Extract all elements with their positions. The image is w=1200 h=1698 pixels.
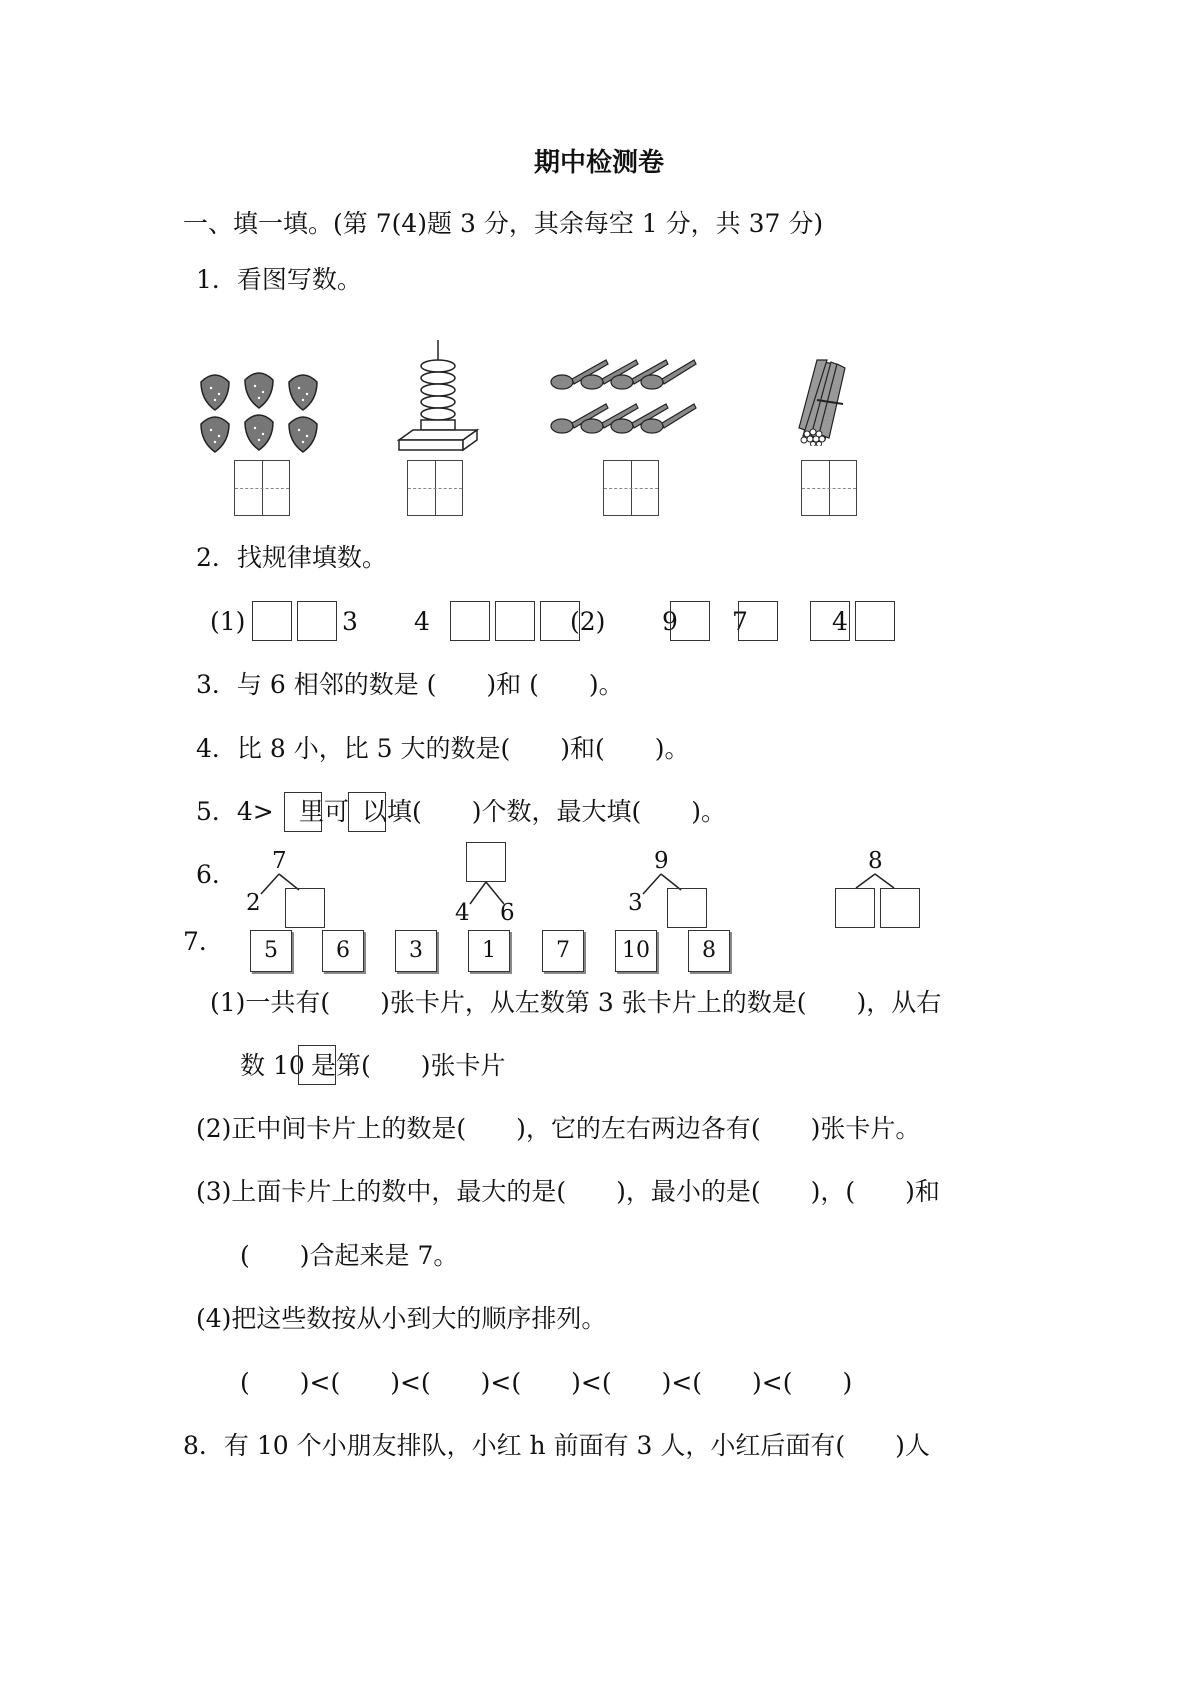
q2-part1-label: (1) (210, 607, 246, 636)
q2-value-3: 3 (342, 607, 358, 636)
q3-text: 3．与 6 相邻的数是 ( )和 ( )。 (196, 670, 624, 699)
q6-tree4-blank-left[interactable] (835, 888, 875, 928)
q7-card-4: 1 (468, 930, 510, 972)
q7-card-7: 8 (688, 930, 730, 972)
sticks-bundle-icon (795, 356, 855, 446)
q1-answer-box-4[interactable] (801, 460, 857, 516)
q7-card-1: 5 (250, 930, 292, 972)
q7-card-5: 7 (542, 930, 584, 972)
q6-tree1-top: 7 (272, 848, 287, 874)
q2-value-7: 7 (732, 607, 748, 636)
q7-part4: (4)把这些数按从小到大的顺序排列。 (196, 1304, 607, 1333)
q2-blank-2[interactable] (297, 601, 337, 641)
q7-part1-line2a: 数 10 (240, 1051, 305, 1080)
q7-label: 7． (183, 927, 224, 956)
abacus-icon (393, 338, 483, 458)
q2-value-4: 4 (414, 607, 430, 636)
q6-tree1-blank[interactable] (285, 888, 325, 928)
q2-blank-4[interactable] (495, 601, 535, 641)
q7-card-2: 6 (322, 930, 364, 972)
q7-part3-line2: ( )合起来是 7。 (240, 1241, 459, 1270)
q1-answer-box-1[interactable] (234, 460, 290, 516)
q5-text-a: 5．4> (196, 797, 274, 826)
q5-text-c: 以填( )个数，最大填( )。 (362, 797, 727, 826)
q7-part1-line1: (1)一共有( )张卡片，从左数第 3 张卡片上的数是( )，从右 (210, 988, 942, 1017)
q6-tree2-right: 6 (500, 900, 515, 926)
strawberries-icon (195, 370, 330, 455)
q6-tree4-top: 8 (868, 848, 883, 874)
q1-label: 1．看图写数。 (196, 265, 362, 294)
q7-part3-line1: (3)上面卡片上的数中，最大的是( )，最小的是( )，( )和 (196, 1177, 940, 1206)
q2-part2-label: (2) (570, 607, 606, 636)
q2-blank-9[interactable] (855, 601, 895, 641)
q2-blank-3[interactable] (450, 601, 490, 641)
q5-text-b: 里可 (299, 797, 350, 826)
q7-part4-answer: ( )<( )<( )<( )<( )<( )<( ) (240, 1368, 853, 1397)
q2-blank-7[interactable] (738, 601, 778, 641)
page-title: 期中检测卷 (534, 148, 665, 178)
q6-tree3-blank[interactable] (667, 888, 707, 928)
q4-text: 4．比 8 小，比 5 大的数是( )和( )。 (196, 734, 690, 763)
q6-tree4-blank-right[interactable] (880, 888, 920, 928)
q2-blank-6[interactable] (670, 601, 710, 641)
q6-tree3-top: 9 (654, 848, 669, 874)
q6-tree1-left: 2 (246, 890, 261, 916)
q7-card-6: 10 (615, 930, 657, 972)
q2-value-9: 9 (662, 607, 678, 636)
q6-tree2-left: 4 (455, 900, 470, 926)
q7-part1-line2b: 是第( )张卡片 (311, 1051, 506, 1080)
q6-label: 6． (196, 860, 237, 889)
q2-value-4b: 4 (832, 607, 848, 636)
section1-heading: 一、填一填。(第 7(4)题 3 分，其余每空 1 分，共 37 分) (183, 209, 824, 238)
q6-tree2-blank[interactable] (466, 842, 506, 882)
q6-tree3-left: 3 (628, 890, 643, 916)
q7-card-3: 3 (395, 930, 437, 972)
q1-answer-box-3[interactable] (603, 460, 659, 516)
spoons-icon (548, 352, 698, 442)
q8-text: 8．有 10 个小朋友排队，小红 h 前面有 3 人，小红后面有( )人 (183, 1431, 930, 1460)
q1-answer-box-2[interactable] (407, 460, 463, 516)
q2-label: 2．找规律填数。 (196, 543, 387, 572)
q7-part2: (2)正中间卡片上的数是( )，它的左右两边各有( )张卡片。 (196, 1114, 921, 1143)
q2-blank-1[interactable] (252, 601, 292, 641)
